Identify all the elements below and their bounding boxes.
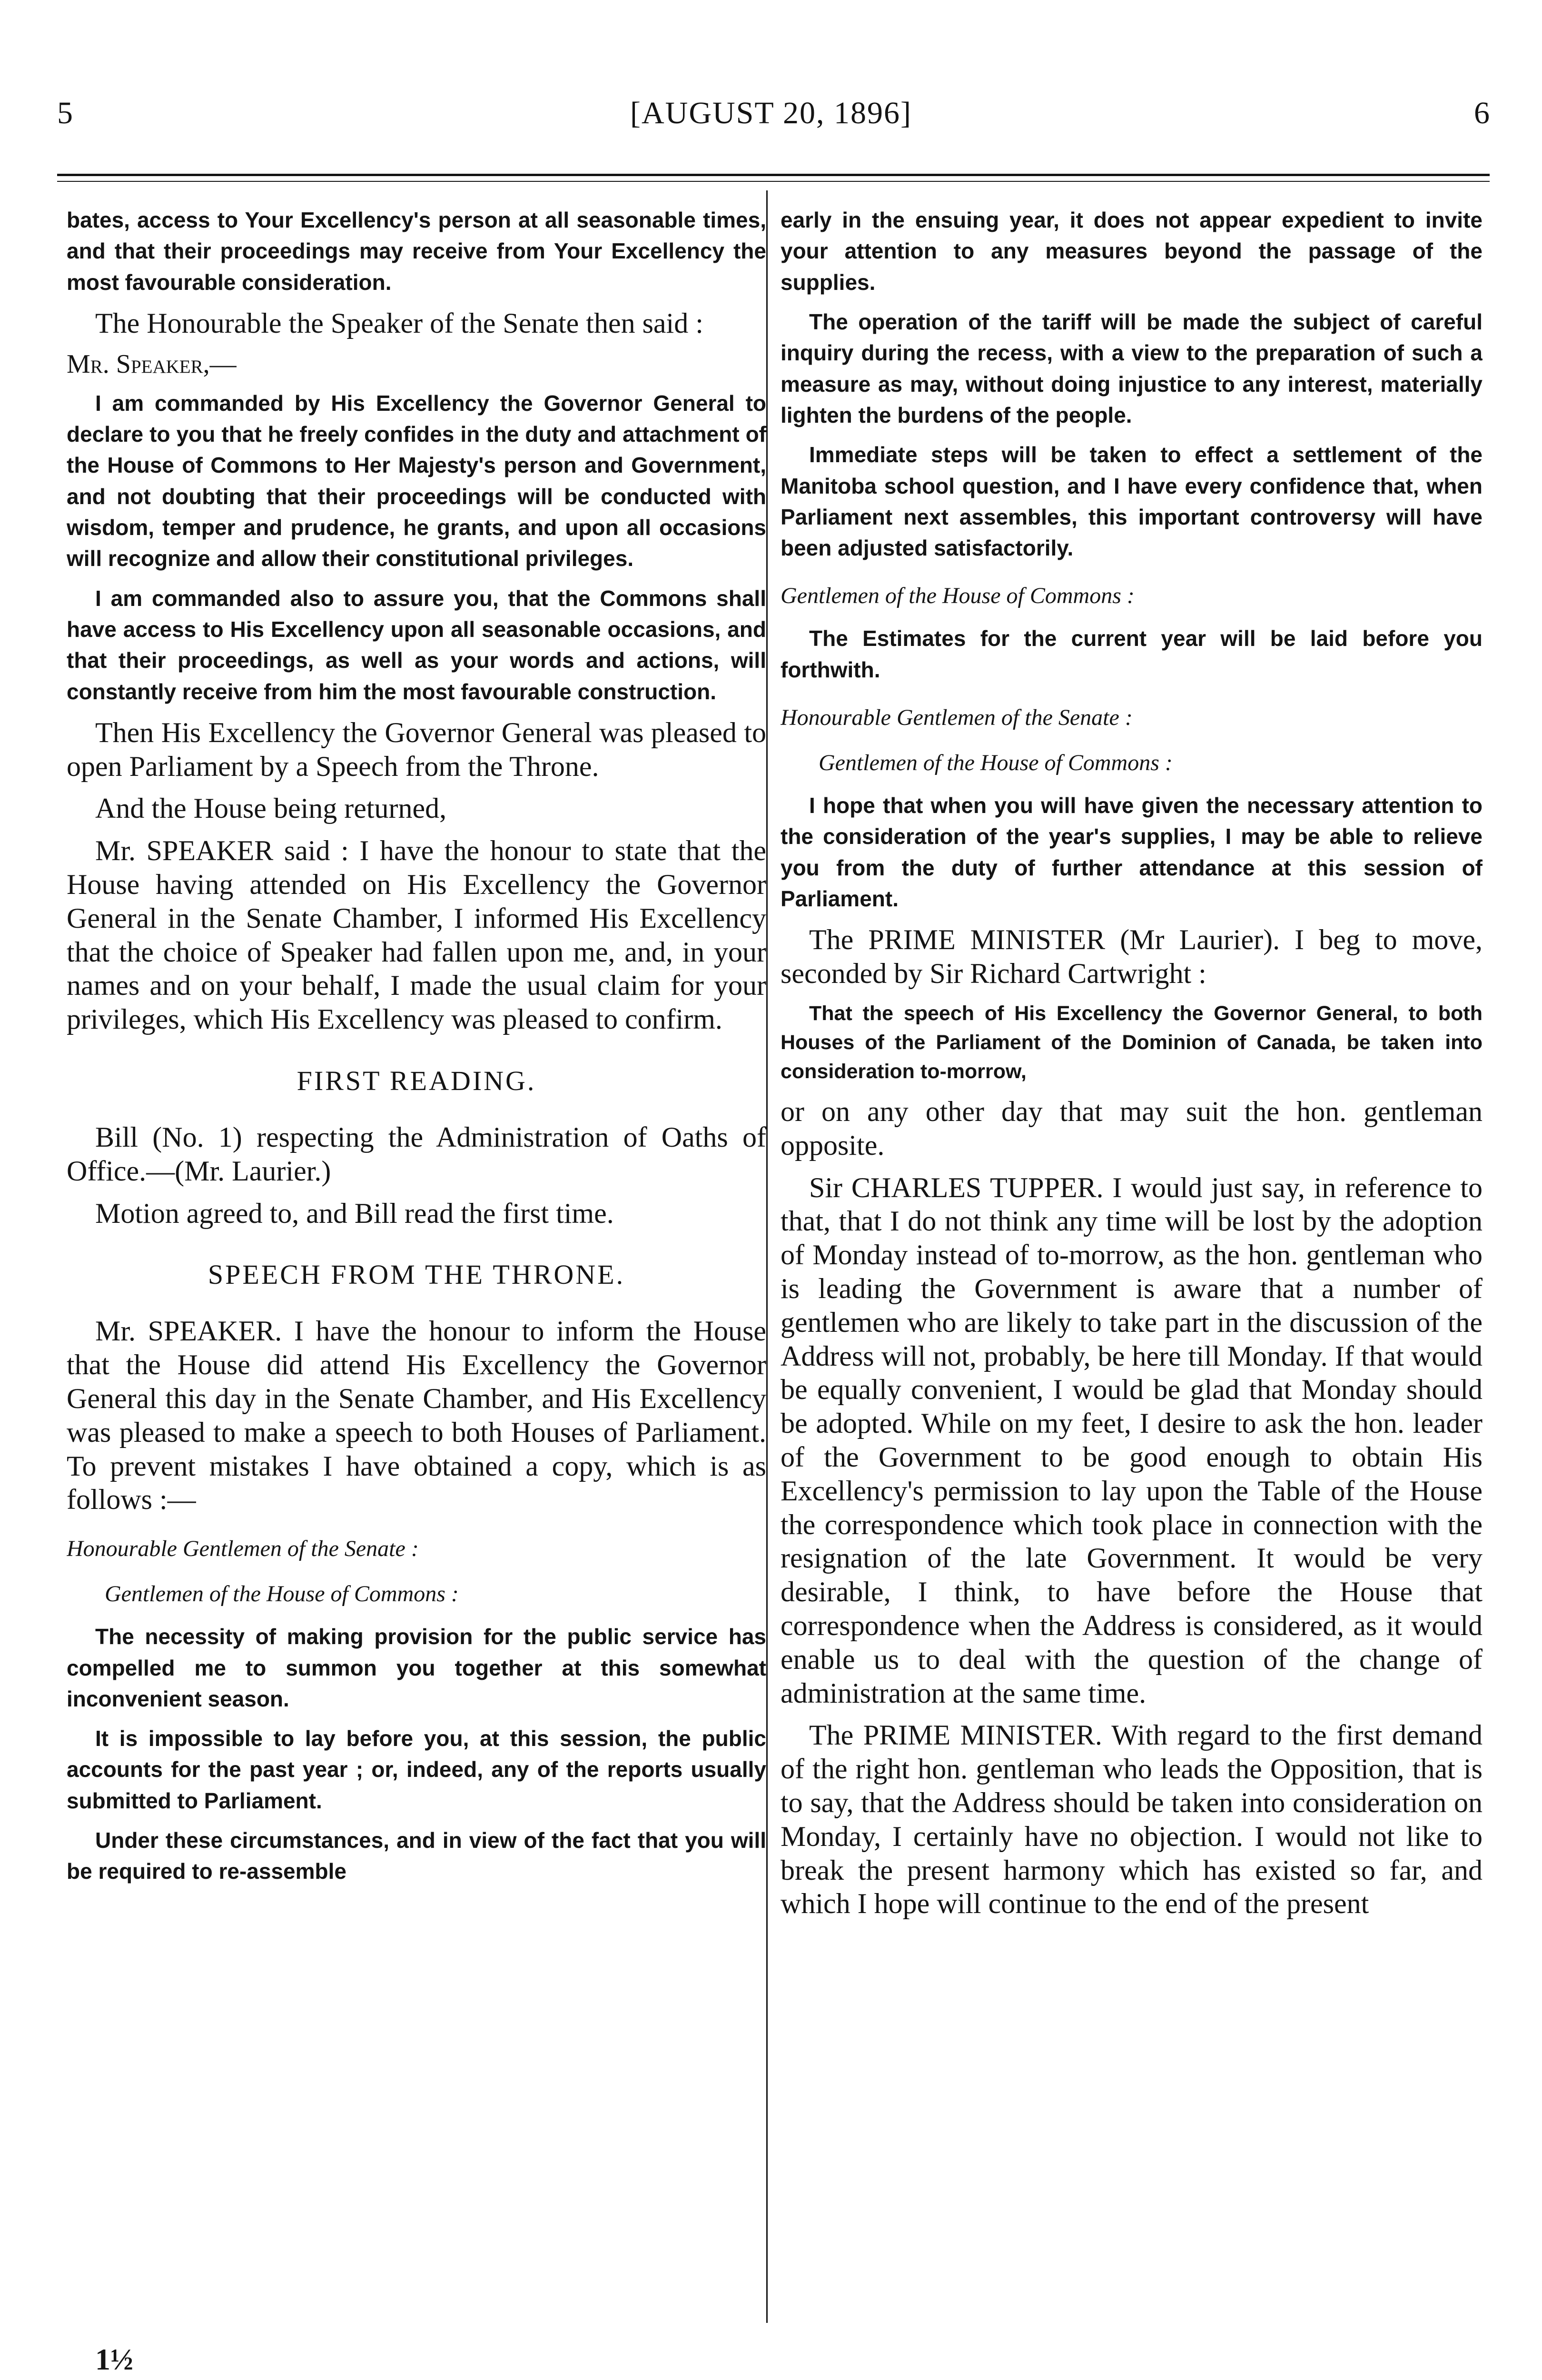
motion-text: That the speech of His Excellency the Governor General, to both Houses of the Parliament of the Dominion of Canada, be taken into consideration to-morrow, [781,1002,1483,1083]
italic-address: Honourable Gentlemen of the Senate : [67,1536,419,1562]
left-column [67,205,766,2332]
paragraph: Motion agreed to, and Bill read the first time. [95,1197,614,1229]
paragraph: The PRIME MINISTER (Mr Laurier). I beg to move, seconded by Sir Richard Cartwright : [781,924,1483,990]
paragraph: The operation of the tariff will be made the subject of careful inquiry during the recess, with a view to the preparation of such a measure as may, without doing injustice to any interest, materially lighten the burdens of the people. [781,309,1483,427]
paragraph: The PRIME MINISTER. With regard to the first demand of the right hon. gentleman who leads the Opposition, that is to say, that the Address should be taken into consideration on Monday, I certainly have no objection. I would not like to break the present harmony which has existed so far, and which I hope will continue to the end of the present [781,1719,1483,1920]
italic-address: Gentlemen of the House of Commons : [105,1581,459,1607]
salutation: Mr. Speaker,— [67,349,237,379]
paragraph: I am commanded also to assure you, that the Commons shall have access to His Excellency upon all seasonable occasions, and that their proceedings, as well as your words and actions, will constantly receive from him the most favourable construction. [67,585,766,704]
paragraph: Under these circumstances, and in view of the fact that you will be required to re-assemble [67,1828,766,1884]
header-rule-thin [57,181,1490,182]
paragraph: Mr. SPEAKER said : I have the honour to state that the House having attended on His Excellency the Governor General in the Senate Chamber, I informed His Excellency that the choice of Speaker had fallen upon me, and, in your names and on your behalf, I made the usual claim for your privileges, which His Excellency was pleased to confirm. [67,835,766,1035]
italic-address: Honourable Gentlemen of the Senate : [781,705,1133,731]
paragraph: I am commanded by His Excellency the Governor General to declare to you that he freely confides in the duty and attachment of the House of Commons to Her Majesty's person and Government, and not doubting that their proceedings will be conducted with wisdom, temper and prudence, he grants, and upon all occasions will recognize and allow their constitutional privileges. [67,390,766,571]
paragraph: Then His Excellency the Governor General was pleased to open Parliament by a Speech from the Throne. [67,716,766,782]
header-rule [57,174,1490,176]
italic-address: Gentlemen of the House of Commons : [819,750,1173,776]
paragraph: The Honourable the Speaker of the Senate then said : [95,307,703,339]
paragraph: The Estimates for the current year will be laid before you forthwith. [781,626,1483,682]
paragraph: or on any other day that may suit the hon. gentleman opposite. [781,1096,1483,1161]
paragraph: It is impossible to lay before you, at this session, the public accounts for the past year ; or, indeed, any of the reports usually submitted to Parliament. [67,1726,766,1813]
paragraph: bates, access to Your Excellency's person at all seasonable times, and that their proceedings may receive from Your Excellency the most favourable consideration. [67,208,766,295]
paragraph: I hope that when you will have given the necessary attention to the consideration of the year's supplies, I may be able to relieve you from the duty of further attendance at this session of Parliament. [781,793,1483,911]
paragraph: early in the ensuing year, it does not appear expedient to invite your attention to any measures beyond the passage of the supplies. [781,208,1483,295]
paragraph: The necessity of making provision for the public service has compelled me to summon you together at this somewhat inconvenient season. [67,1624,766,1711]
paragraph: Sir CHARLES TUPPER. I would just say, in reference to that, that I do not think any time will be lost by the adoption of Monday instead of to-morrow, as the hon. gentleman who is leading the Government is aware that a number of gentlemen who are likely to take part in the discussion of the Address will not, probably, be here till Monday. If that would be equally convenient, I would be glad that Monday should be adopted. While on my feet, I desire to ask the hon. leader of the Government to be good enough to obtain His Excellency's permission to lay upon the Table of the House the correspondence which took place in connection with the resignation of the late Government. It would be very desirable, I think, to have before the House that correspondence when the Address is considered, as it would enable us to deal with the question of the change of administration at the same time. [781,1171,1483,1709]
page-number-right: 6 [1474,96,1490,130]
paragraph: Bill (No. 1) respecting the Administration of Oaths of Office.—(Mr. Laurier.) [67,1121,766,1187]
paragraph: And the House being returned, [95,793,447,824]
section-heading: FIRST READING. [297,1065,536,1097]
right-column [781,205,1483,2332]
page-date: [AUGUST 20, 1896] [630,96,912,130]
page-number-left: 5 [57,96,73,130]
section-heading: SPEECH FROM THE THRONE. [208,1259,625,1290]
paragraph: Immediate steps will be taken to effect a settlement of the Manitoba school question, and I have every confidence that, when Parliament next assembles, this important controversy will have been adjusted satisfactorily. [781,442,1483,561]
page-footer-mark: 1½ [95,2342,133,2376]
paragraph: Mr. SPEAKER. I have the honour to inform the House that the House did attend His Excellency the Governor General this day in the Senate Chamber, and His Excellency was pleased to make a speech to both Houses of Parliament. To prevent mistakes I have obtained a copy, which is as follows :— [67,1315,766,1516]
page-header [0,81,1542,138]
column-divider [766,190,768,2323]
italic-address: Gentlemen of the House of Commons : [781,583,1135,609]
